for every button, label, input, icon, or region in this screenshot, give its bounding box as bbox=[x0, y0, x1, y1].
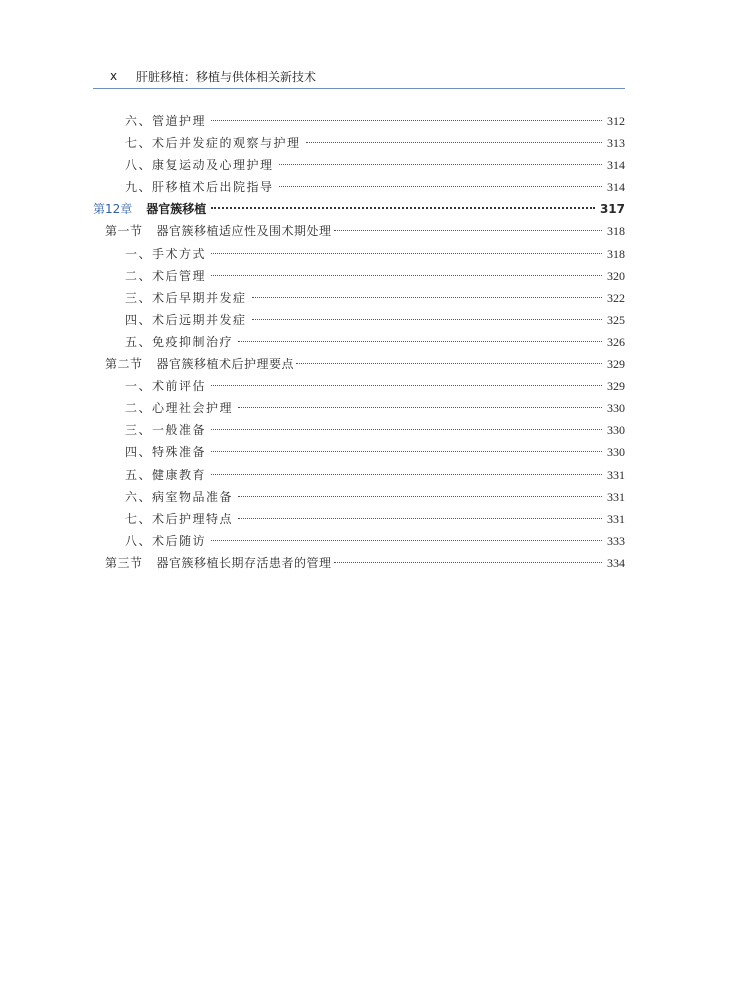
toc-item-row[interactable] bbox=[93, 375, 625, 397]
toc-entry-label: 五、健康教育 bbox=[125, 467, 207, 482]
toc-page-number: 325 bbox=[607, 312, 625, 327]
toc-entry-label: 四、术后远期并发症 bbox=[125, 312, 247, 327]
chapter-title: 器官簇移植 bbox=[146, 202, 207, 217]
toc-entry-label: 三、一般准备 bbox=[125, 423, 207, 438]
toc-page-number: 312 bbox=[607, 114, 625, 128]
toc-entry-label: 五、免疫抑制治疗 bbox=[125, 334, 234, 349]
toc-item-row[interactable] bbox=[93, 243, 625, 265]
toc-item-row[interactable] bbox=[93, 132, 625, 154]
toc-page-number: 330 bbox=[607, 445, 625, 460]
dot-leader bbox=[211, 528, 602, 541]
section-title: 器官簇移植术后护理要点 bbox=[156, 357, 295, 372]
toc-entry-label: 八、术后随访 bbox=[125, 533, 207, 548]
toc-page-number: 313 bbox=[607, 136, 625, 151]
section-number: 第二节 bbox=[105, 357, 143, 372]
table-of-contents bbox=[93, 110, 625, 574]
toc-entry-label: 六、病室物品准备 bbox=[125, 489, 234, 504]
dot-leader bbox=[211, 373, 602, 386]
dot-leader bbox=[211, 263, 602, 276]
dot-leader bbox=[211, 108, 602, 121]
toc-page-number: 318 bbox=[607, 224, 625, 239]
dot-leader bbox=[334, 218, 602, 231]
section-title: 器官簇移植长期存活患者的管理 bbox=[156, 555, 332, 570]
section-title: 器官簇移植适应性及围术期处理 bbox=[156, 224, 332, 239]
dot-leader bbox=[211, 241, 602, 254]
toc-chapter-row[interactable] bbox=[93, 198, 625, 220]
toc-item-row[interactable] bbox=[93, 265, 625, 287]
toc-item-row[interactable] bbox=[93, 154, 625, 176]
toc-entry-label bbox=[93, 353, 294, 375]
dot-leader bbox=[238, 506, 602, 519]
toc-section-row[interactable] bbox=[93, 220, 625, 242]
dot-leader bbox=[211, 195, 595, 209]
toc-page-number: 314 bbox=[607, 180, 625, 195]
dot-leader bbox=[211, 417, 602, 430]
toc-entry-label bbox=[93, 220, 332, 242]
dot-leader bbox=[211, 462, 602, 475]
toc-item-row[interactable] bbox=[93, 441, 625, 463]
toc-page-number: 320 bbox=[607, 268, 625, 283]
toc-entry-label: 八、康复运动及心理护理 bbox=[125, 158, 274, 173]
dot-leader bbox=[238, 329, 602, 342]
toc-page-number: 329 bbox=[607, 357, 625, 372]
toc-entry-label: 九、肝移植术后出院指导 bbox=[125, 180, 274, 195]
running-header bbox=[93, 66, 625, 89]
toc-page-number: 330 bbox=[607, 423, 625, 438]
dot-leader bbox=[252, 307, 602, 320]
toc-item-row[interactable] bbox=[93, 331, 625, 353]
dot-leader bbox=[252, 285, 602, 298]
toc-item-row[interactable] bbox=[93, 110, 625, 132]
dot-leader bbox=[306, 130, 602, 143]
toc-page-number: 331 bbox=[607, 467, 625, 482]
toc-page-number: 331 bbox=[607, 489, 625, 504]
toc-item-row[interactable] bbox=[93, 530, 625, 552]
toc-item-row[interactable] bbox=[93, 486, 625, 508]
toc-entry-label: 二、心理社会护理 bbox=[125, 401, 234, 416]
toc-section-row[interactable] bbox=[93, 552, 625, 574]
toc-section-row[interactable] bbox=[93, 353, 625, 375]
header-book-title: 肝脏移植：移植与供体相关新技术 bbox=[136, 70, 317, 84]
toc-item-row[interactable] bbox=[93, 464, 625, 486]
toc-entry-label: 四、特殊准备 bbox=[125, 445, 207, 460]
dot-leader bbox=[238, 484, 602, 497]
toc-page-number: 322 bbox=[607, 290, 625, 305]
toc-item-row[interactable] bbox=[93, 309, 625, 331]
toc-page-number: 330 bbox=[607, 401, 625, 416]
toc-page-number: 314 bbox=[607, 158, 625, 173]
toc-entry-label bbox=[93, 552, 332, 574]
dot-leader bbox=[279, 152, 602, 165]
toc-entry-label: 七、术后并发症的观察与护理 bbox=[125, 136, 301, 151]
section-number: 第三节 bbox=[105, 555, 143, 570]
toc-entry-label: 三、术后早期并发症 bbox=[125, 290, 247, 305]
toc-page-number: 331 bbox=[607, 511, 625, 526]
toc-page-number: 317 bbox=[599, 202, 625, 217]
toc-page-number: 334 bbox=[607, 555, 625, 570]
toc-entry-label bbox=[93, 198, 206, 220]
dot-leader bbox=[211, 439, 602, 452]
dot-leader bbox=[279, 174, 602, 187]
header-page-number: x bbox=[110, 69, 118, 83]
section-number: 第一节 bbox=[105, 224, 143, 239]
toc-entry-label: 一、手术方式 bbox=[125, 246, 207, 261]
toc-item-row[interactable] bbox=[93, 508, 625, 530]
toc-entry-label: 七、术后护理特点 bbox=[125, 511, 234, 526]
toc-entry-label: 六、管道护理 bbox=[125, 114, 207, 128]
chapter-number: 第12章 bbox=[93, 202, 133, 217]
toc-page-number: 329 bbox=[607, 379, 625, 394]
toc-item-row[interactable] bbox=[93, 397, 625, 419]
toc-page-number: 326 bbox=[607, 334, 625, 349]
toc-page-number: 318 bbox=[607, 246, 625, 261]
toc-item-row[interactable] bbox=[93, 287, 625, 309]
toc-entry-label: 二、术后管理 bbox=[125, 268, 207, 283]
dot-leader bbox=[296, 351, 602, 364]
dot-leader bbox=[238, 395, 602, 408]
dot-leader bbox=[334, 550, 602, 563]
toc-item-row[interactable] bbox=[93, 419, 625, 441]
toc-entry-label: 一、术前评估 bbox=[125, 379, 207, 394]
toc-page-number: 333 bbox=[607, 533, 625, 548]
